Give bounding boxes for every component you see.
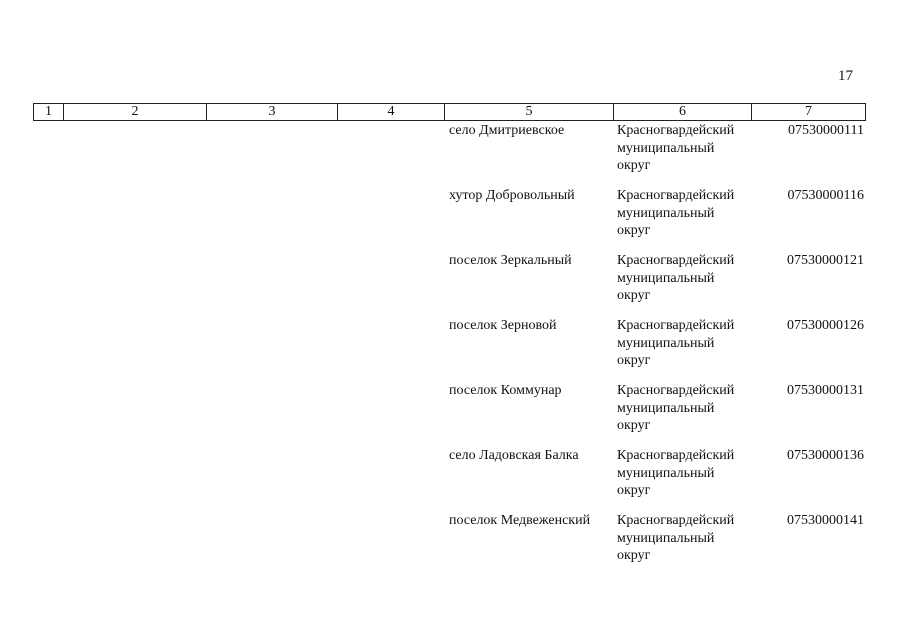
column-number-header — [33, 103, 866, 121]
municipal-district: Красногвардейский муниципальный округ — [617, 318, 735, 368]
settlement-name: село Ладовская Балка — [449, 448, 579, 463]
settlement-name: поселок Коммунар — [449, 383, 562, 398]
municipal-district: Красногвардейский муниципальный округ — [617, 188, 735, 238]
table-row — [0, 122, 903, 182]
table-row — [0, 382, 903, 442]
table-row — [0, 187, 903, 247]
header-col-1: 1 — [34, 104, 64, 121]
page-number: 17 — [838, 68, 853, 84]
header-col-3: 3 — [207, 104, 338, 121]
table-row — [0, 252, 903, 312]
settlement-code: 07530000136 — [787, 448, 864, 463]
municipal-district: Красногвардейский муниципальный округ — [617, 448, 735, 498]
municipal-district: Красногвардейский муниципальный округ — [617, 513, 735, 563]
header-col-4: 4 — [338, 104, 445, 121]
table-row — [0, 512, 903, 572]
municipal-district: Красногвардейский муниципальный округ — [617, 383, 735, 433]
header-row — [34, 104, 866, 121]
settlement-name: поселок Зеркальный — [449, 253, 572, 268]
table-row — [0, 447, 903, 507]
settlement-code: 07530000126 — [787, 318, 864, 333]
settlement-code: 07530000111 — [788, 123, 864, 138]
settlement-name: поселок Медвеженский — [449, 513, 591, 528]
settlement-code: 07530000141 — [787, 513, 864, 528]
settlement-code: 07530000121 — [787, 253, 864, 268]
municipal-district: Красногвардейский муниципальный округ — [617, 253, 735, 303]
header-col-7: 7 — [752, 104, 866, 121]
settlement-name: село Дмитриевское — [449, 123, 565, 138]
header-col-2: 2 — [64, 104, 207, 121]
table-row — [0, 317, 903, 377]
municipal-district: Красногвардейский муниципальный округ — [617, 123, 735, 173]
header-col-5: 5 — [445, 104, 614, 121]
settlement-code: 07530000131 — [787, 383, 864, 398]
settlement-code: 07530000116 — [787, 188, 864, 203]
header-col-6: 6 — [614, 104, 752, 121]
settlement-name: хутор Добровольный — [449, 188, 575, 203]
settlement-name: поселок Зерновой — [449, 318, 557, 333]
